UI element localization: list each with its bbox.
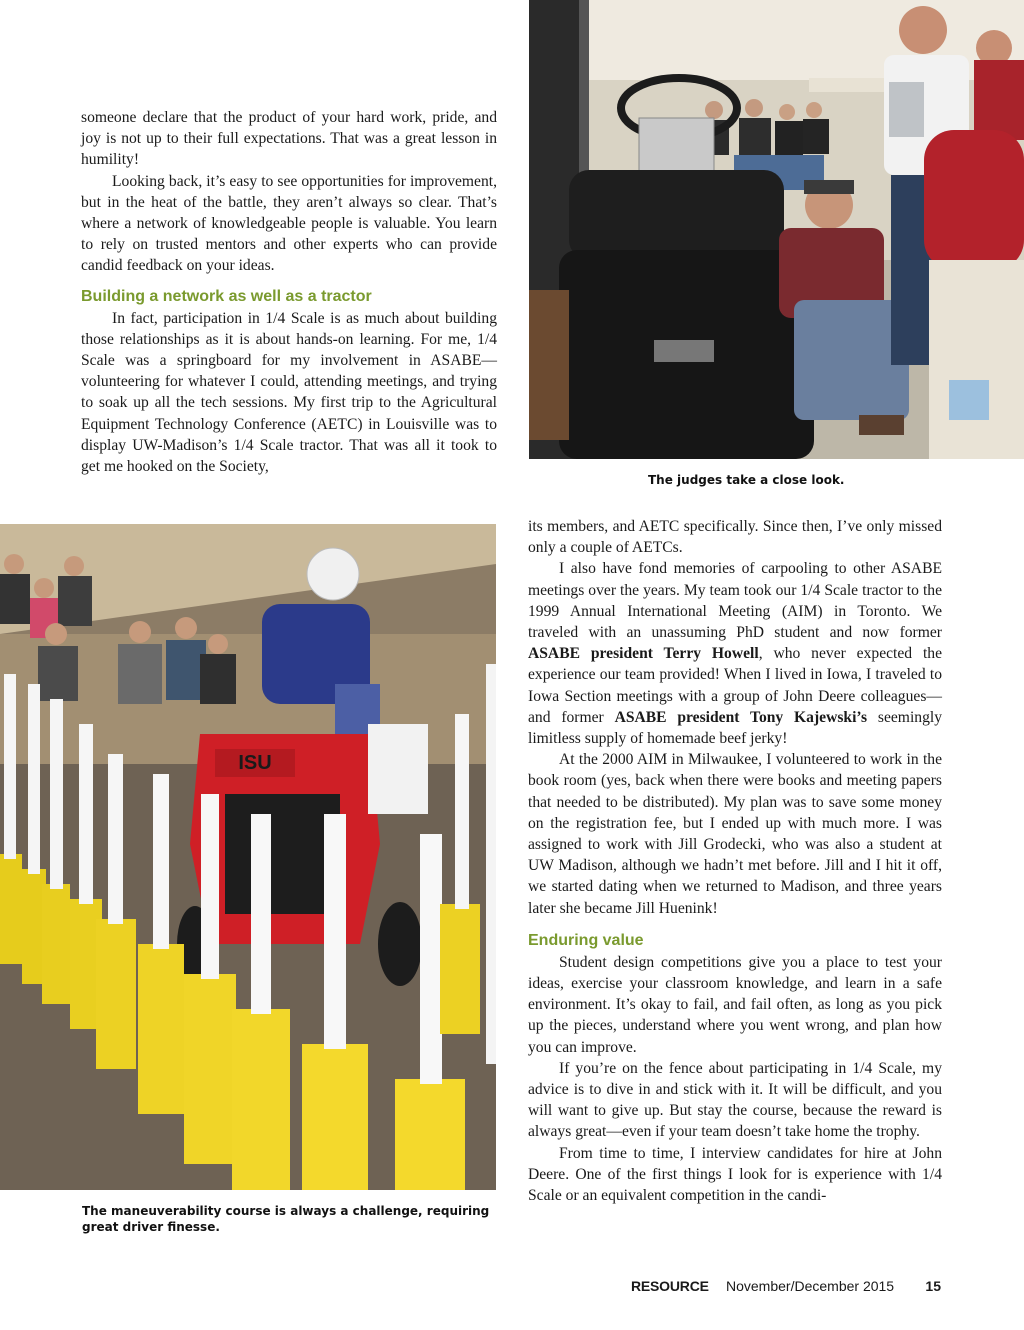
maneuverability-photo (0, 524, 496, 1190)
judges-photo-caption: The judges take a close look. (648, 473, 845, 487)
page-number: 15 (925, 1278, 941, 1294)
left-paragraph-2: Looking back, it’s easy to see opportunities for improvement, but in the heat of the battle, they aren’t always so clear. That’s where a network of knowledgeable people is valuable. You learn to rely on trusted mentors and other experts who can provide candid feedback on your ideas. (81, 172, 497, 275)
right-paragraph-6: From time to time, I interview candidates for hire at John Deere. One of the first things I look for is experience with 1/4 Scale or an equivalent competition in the candi- (528, 1144, 942, 1205)
right-paragraph-2-text-a: I also have fond memories of carpooling to other ASABE meetings over the years. My team took our 1/4 Scale tractor to the 1999 Annual International Meeting (AIM) in Toronto. We traveled with an unassuming PhD student and now former (528, 560, 942, 642)
terry-howell-highlight: ASABE president Terry Howell (528, 645, 759, 663)
issue-date: November/December 2015 (726, 1278, 895, 1294)
right-paragraph-2 (528, 558, 942, 749)
right-paragraph-4: Student design competitions give you a place to test your ideas, exercise your classroom knowledge, and learn in a safe environment. It’s okay to fail, and fail often, as long as you pick up the pieces, understand where you went wrong, and plan how you can improve. (528, 953, 942, 1056)
right-text-column (528, 516, 942, 1206)
section-heading-network: Building a network as well as a tractor (81, 287, 372, 305)
right-paragraph-3: At the 2000 AIM in Milwaukee, I volunteered to work in the book room (yes, back when there were books and meeting papers that needed to be distributed). My plan was to save some money on the registration fee, but I ended up with much more. I was assigned to work with Jill Grodecki, who was also a student at UW Madison, although we hadn’t met before. Jill and I hit it off, we started dating when we returned to Madison, and three years later she became Jill Huenink! (528, 751, 942, 917)
right-paragraph-2-text-c: seemingly limitless supply of homemade beef jerky! (528, 708, 942, 748)
left-paragraph-1: someone declare that the product of your hard work, pride, and joy is not up to their full expectations. That was a great lesson in humility! (81, 109, 497, 169)
right-paragraph-2-text-b: , who never expected the experience our team provided! When I lived in Iowa, I traveled to Iowa Section meetings with a group of John Deere colleagues—and former (528, 645, 942, 726)
judges-photo-image (529, 0, 1024, 459)
right-paragraph-5: If you’re on the fence about participating in 1/4 Scale, my advice is to dive in and stick with it. It will be difficult, and you will want to give up. But stay the course, because the reward is always great—even if your team doesn’t take home the trophy. (528, 1059, 942, 1141)
section-heading-enduring-value: Enduring value (528, 931, 644, 949)
magazine-name: RESOURCE (631, 1278, 709, 1294)
right-paragraph-1: its members, and AETC specifically. Since then, I’ve only missed only a couple of AETCs. (528, 518, 942, 557)
left-paragraph-3: In fact, participation in 1/4 Scale is as much about building those relationships as it is about hands-on learning. For me, 1/4 Scale was a springboard for my involvement in ASABE—volunteering for whatever I could, attending meetings, and trying to soak up all the tech sessions. My first trip to the Agricultural Equipment Technology Conference (AETC) in Louisville was to display UW-Madison’s 1/4 Scale tractor. That was all it took to get me hooked on the Society, (81, 309, 497, 476)
page-footer (631, 1278, 943, 1298)
tony-kajewski-highlight: ASABE president Tony Kajewski’s (614, 708, 868, 726)
maneuverability-photo-image (0, 524, 496, 1190)
judges-photo (529, 0, 1024, 459)
maneuverability-photo-caption: The maneuverability course is always a challenge, requiring great driver finesse. (82, 1204, 490, 1234)
tractor-hood-label: ISU (238, 752, 272, 774)
left-text-column (81, 107, 497, 477)
